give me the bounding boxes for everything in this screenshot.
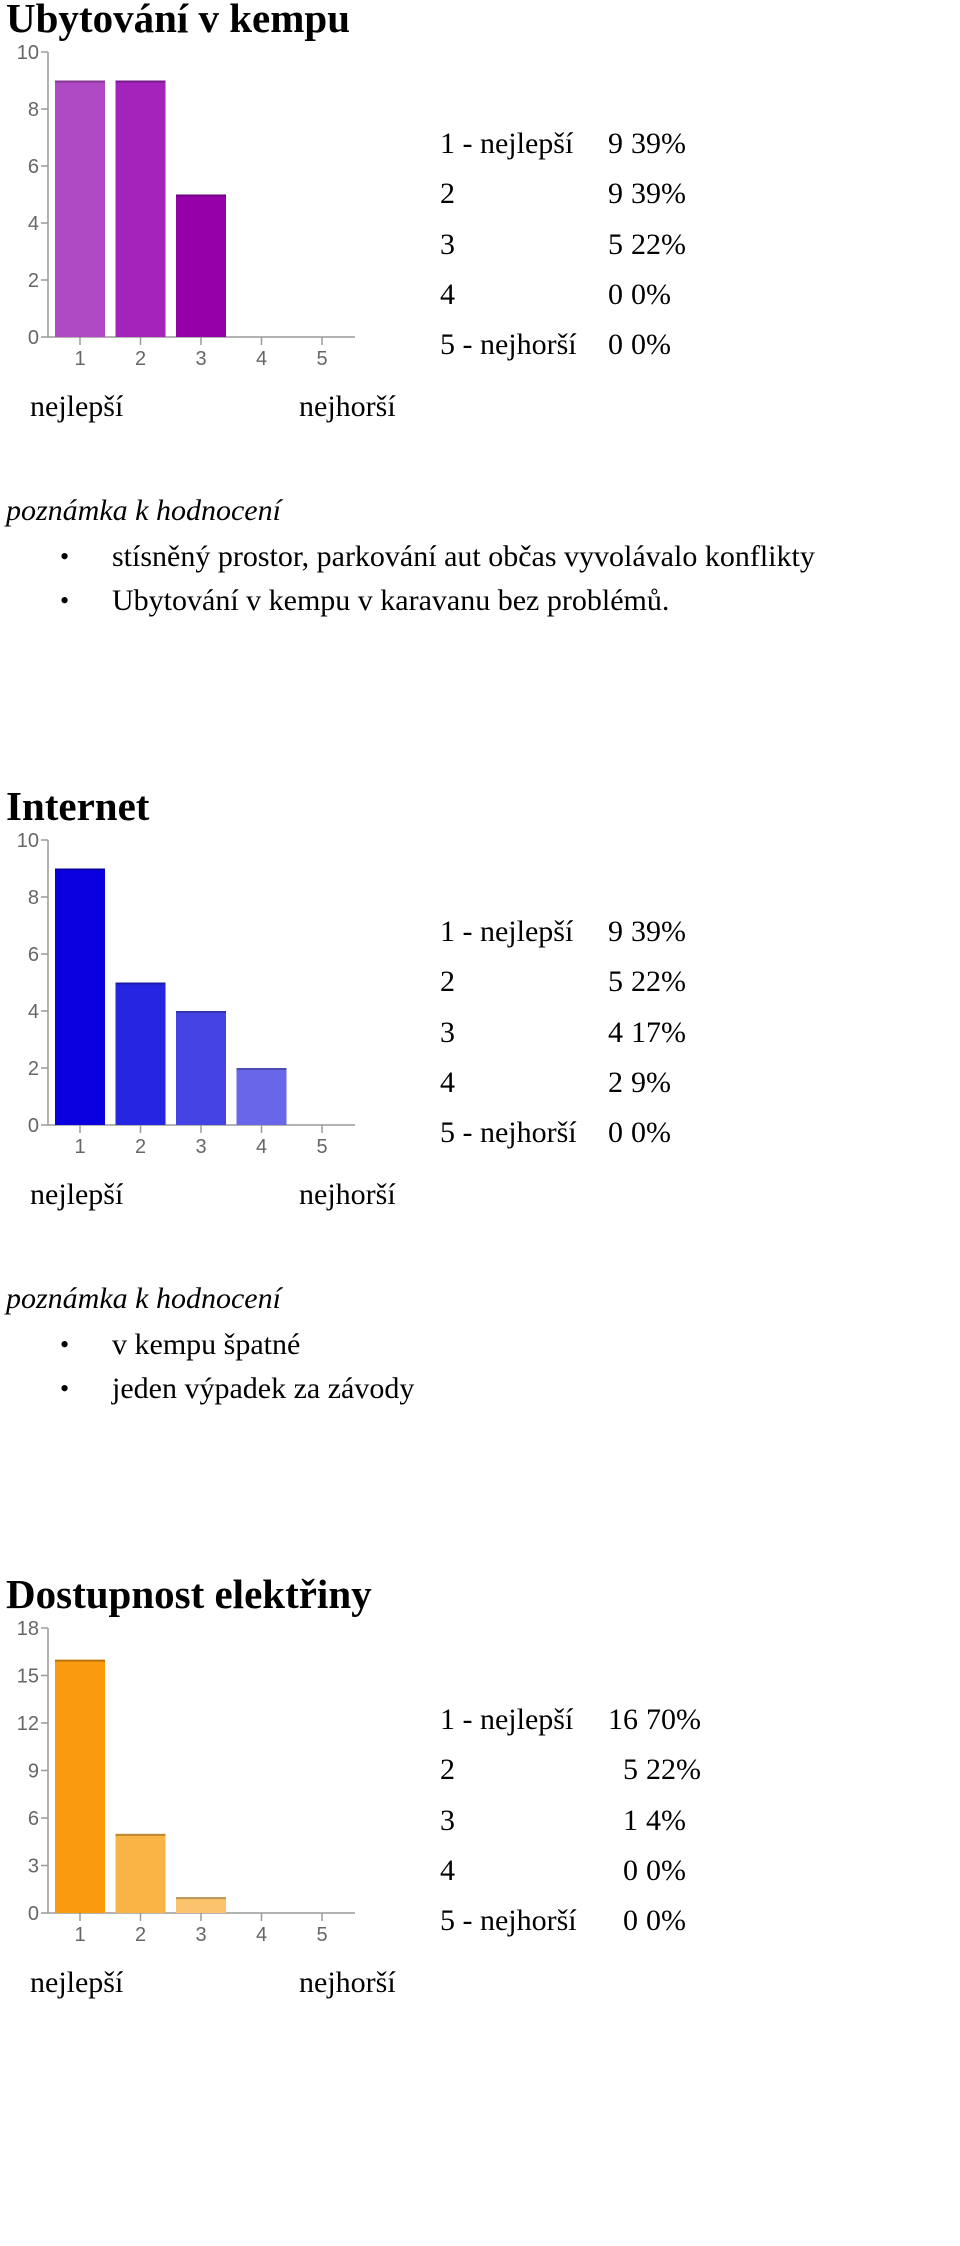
rating-label: 1 - nejlepší	[440, 1703, 574, 1737]
scale-labels	[0, 1966, 440, 2006]
rating-label: 1 - nejlepší	[440, 127, 574, 161]
result-row	[440, 1058, 686, 1108]
section-internet	[0, 783, 960, 1458]
result-row	[440, 220, 686, 270]
rating-label: 5 - nejhorší	[440, 328, 577, 362]
section-elektrina	[0, 1571, 960, 2246]
x-tick-label: 5	[316, 1136, 328, 1158]
rating-label: 4	[440, 278, 455, 312]
scale-labels	[0, 1178, 440, 1218]
y-tick-label: 6	[27, 1808, 39, 1830]
result-row	[440, 169, 686, 219]
rating-count: 9	[608, 127, 623, 161]
y-tick-label: 10	[16, 830, 39, 852]
bar-2	[116, 81, 166, 338]
notes-list	[0, 540, 815, 628]
rating-count: 9	[608, 177, 623, 211]
rating-percent: 39%	[631, 127, 686, 161]
rating-label: 4	[440, 1854, 455, 1888]
result-row	[440, 1008, 686, 1058]
x-tick-label: 4	[255, 1924, 268, 1946]
note-item: • v kempu špatné	[0, 1328, 414, 1372]
rating-count: 0	[608, 328, 623, 362]
result-row	[440, 270, 686, 320]
x-tick-label: 1	[74, 348, 86, 370]
scale-labels	[0, 390, 440, 430]
y-tick-label: 3	[27, 1855, 39, 1878]
result-row	[440, 1846, 701, 1896]
x-tick-label: 5	[316, 348, 328, 370]
rating-percent: 0%	[631, 328, 671, 362]
scale-best-label: nejlepší	[30, 1966, 124, 1999]
rating-count: 16	[608, 1703, 638, 1737]
rating-label: 2	[440, 177, 455, 211]
result-row	[440, 320, 686, 370]
bar-1	[55, 1660, 105, 1913]
result-row	[440, 1896, 701, 1946]
rating-label: 3	[440, 1015, 455, 1049]
note-heading: poznámka k hodnocení	[6, 494, 281, 527]
result-row	[440, 1695, 701, 1745]
scale-worst-label: nejhorší	[299, 390, 396, 423]
rating-label: 5 - nejhorší	[440, 1904, 577, 1938]
rating-label: 1 - nejlepší	[440, 915, 574, 949]
rating-count: 0	[608, 1116, 623, 1150]
y-tick-label: 0	[27, 1903, 39, 1925]
y-tick-label: 0	[27, 327, 39, 349]
note-item: • stísněný prostor, parkování aut občas vyvolávalo konflikty	[0, 540, 815, 584]
bar-1	[55, 81, 105, 338]
y-tick-label: 12	[16, 1713, 39, 1735]
rating-label: 2	[440, 965, 455, 999]
rating-label: 5 - nejhorší	[440, 1116, 577, 1150]
x-tick-label: 1	[74, 1924, 86, 1946]
y-tick-label: 0	[27, 1115, 39, 1137]
scale-worst-label: nejhorší	[299, 1178, 396, 1211]
x-tick-label: 3	[195, 1924, 207, 1946]
bar-1	[55, 869, 105, 1126]
result-row	[440, 1108, 686, 1158]
scale-best-label: nejlepší	[30, 390, 124, 423]
rating-count: 9	[608, 915, 623, 949]
x-tick-label: 4	[255, 348, 268, 370]
x-tick-label: 3	[195, 1136, 207, 1158]
rating-percent: 70%	[646, 1703, 701, 1737]
bar-chart	[0, 1616, 380, 1956]
bar-4	[237, 1068, 287, 1125]
rating-label: 3	[440, 227, 455, 261]
rating-percent: 39%	[631, 915, 686, 949]
bar-3	[176, 195, 226, 338]
y-tick-label: 15	[16, 1665, 39, 1688]
rating-count: 5	[608, 965, 623, 999]
rating-percent: 22%	[631, 227, 686, 261]
y-tick-label: 4	[27, 1001, 39, 1023]
result-row	[440, 119, 686, 169]
y-tick-label: 10	[16, 42, 39, 64]
y-tick-label: 2	[27, 1058, 39, 1080]
bar-2	[116, 1834, 166, 1913]
note-heading: poznámka k hodnocení	[6, 1282, 281, 1315]
y-tick-label: 6	[27, 944, 39, 966]
rating-count: 0	[623, 1854, 638, 1888]
bar-chart	[0, 828, 380, 1168]
y-tick-label: 6	[27, 156, 39, 178]
section-ubytovani	[0, 0, 960, 670]
y-tick-label: 4	[27, 213, 39, 235]
bar-3	[176, 1897, 226, 1913]
scale-worst-label: nejhorší	[299, 1966, 396, 1999]
rating-count: 5	[623, 1753, 638, 1787]
y-tick-label: 8	[27, 99, 39, 121]
rating-label: 3	[440, 1803, 455, 1837]
rating-percent: 39%	[631, 177, 686, 211]
bar-2	[116, 983, 166, 1126]
y-tick-label: 2	[27, 270, 39, 292]
rating-count: 2	[608, 1066, 623, 1100]
section-title: Internet	[6, 783, 150, 829]
results-table	[440, 1695, 701, 1946]
rating-count: 5	[608, 227, 623, 261]
result-row	[440, 1745, 701, 1795]
rating-label: 2	[440, 1753, 455, 1787]
section-title: Ubytování v kempu	[6, 0, 351, 41]
rating-percent: 0%	[631, 278, 671, 312]
x-tick-label: 2	[134, 348, 147, 370]
note-item: • Ubytování v kempu v karavanu bez problémů.	[0, 584, 815, 628]
result-row	[440, 907, 686, 957]
x-tick-label: 5	[316, 1924, 328, 1946]
scale-best-label: nejlepší	[30, 1178, 124, 1211]
bar-chart	[0, 40, 380, 380]
x-tick-label: 3	[195, 348, 207, 370]
x-tick-label: 2	[134, 1136, 147, 1158]
y-tick-label: 18	[16, 1618, 39, 1640]
rating-count: 0	[623, 1904, 638, 1938]
y-tick-label: 8	[27, 887, 39, 909]
rating-percent: 0%	[646, 1904, 686, 1938]
x-tick-label: 1	[74, 1136, 86, 1158]
rating-count: 4	[608, 1015, 623, 1049]
rating-percent: 0%	[646, 1854, 686, 1888]
note-item: • jeden výpadek za závody	[0, 1372, 414, 1416]
x-tick-label: 4	[255, 1136, 268, 1158]
rating-count: 0	[608, 278, 623, 312]
x-tick-label: 2	[134, 1924, 147, 1946]
results-table	[440, 119, 686, 370]
rating-count: 1	[623, 1803, 638, 1837]
rating-percent: 22%	[646, 1753, 701, 1787]
bar-3	[176, 1011, 226, 1125]
rating-percent: 9%	[631, 1066, 671, 1100]
section-title: Dostupnost elektřiny	[6, 1571, 372, 1617]
rating-percent: 0%	[631, 1116, 671, 1150]
results-table	[440, 907, 686, 1158]
rating-label: 4	[440, 1066, 455, 1100]
y-tick-label: 9	[27, 1760, 39, 1783]
rating-percent: 17%	[631, 1015, 686, 1049]
notes-list	[0, 1328, 414, 1416]
result-row	[440, 1796, 701, 1846]
rating-percent: 4%	[646, 1803, 686, 1837]
rating-percent: 22%	[631, 965, 686, 999]
result-row	[440, 957, 686, 1007]
